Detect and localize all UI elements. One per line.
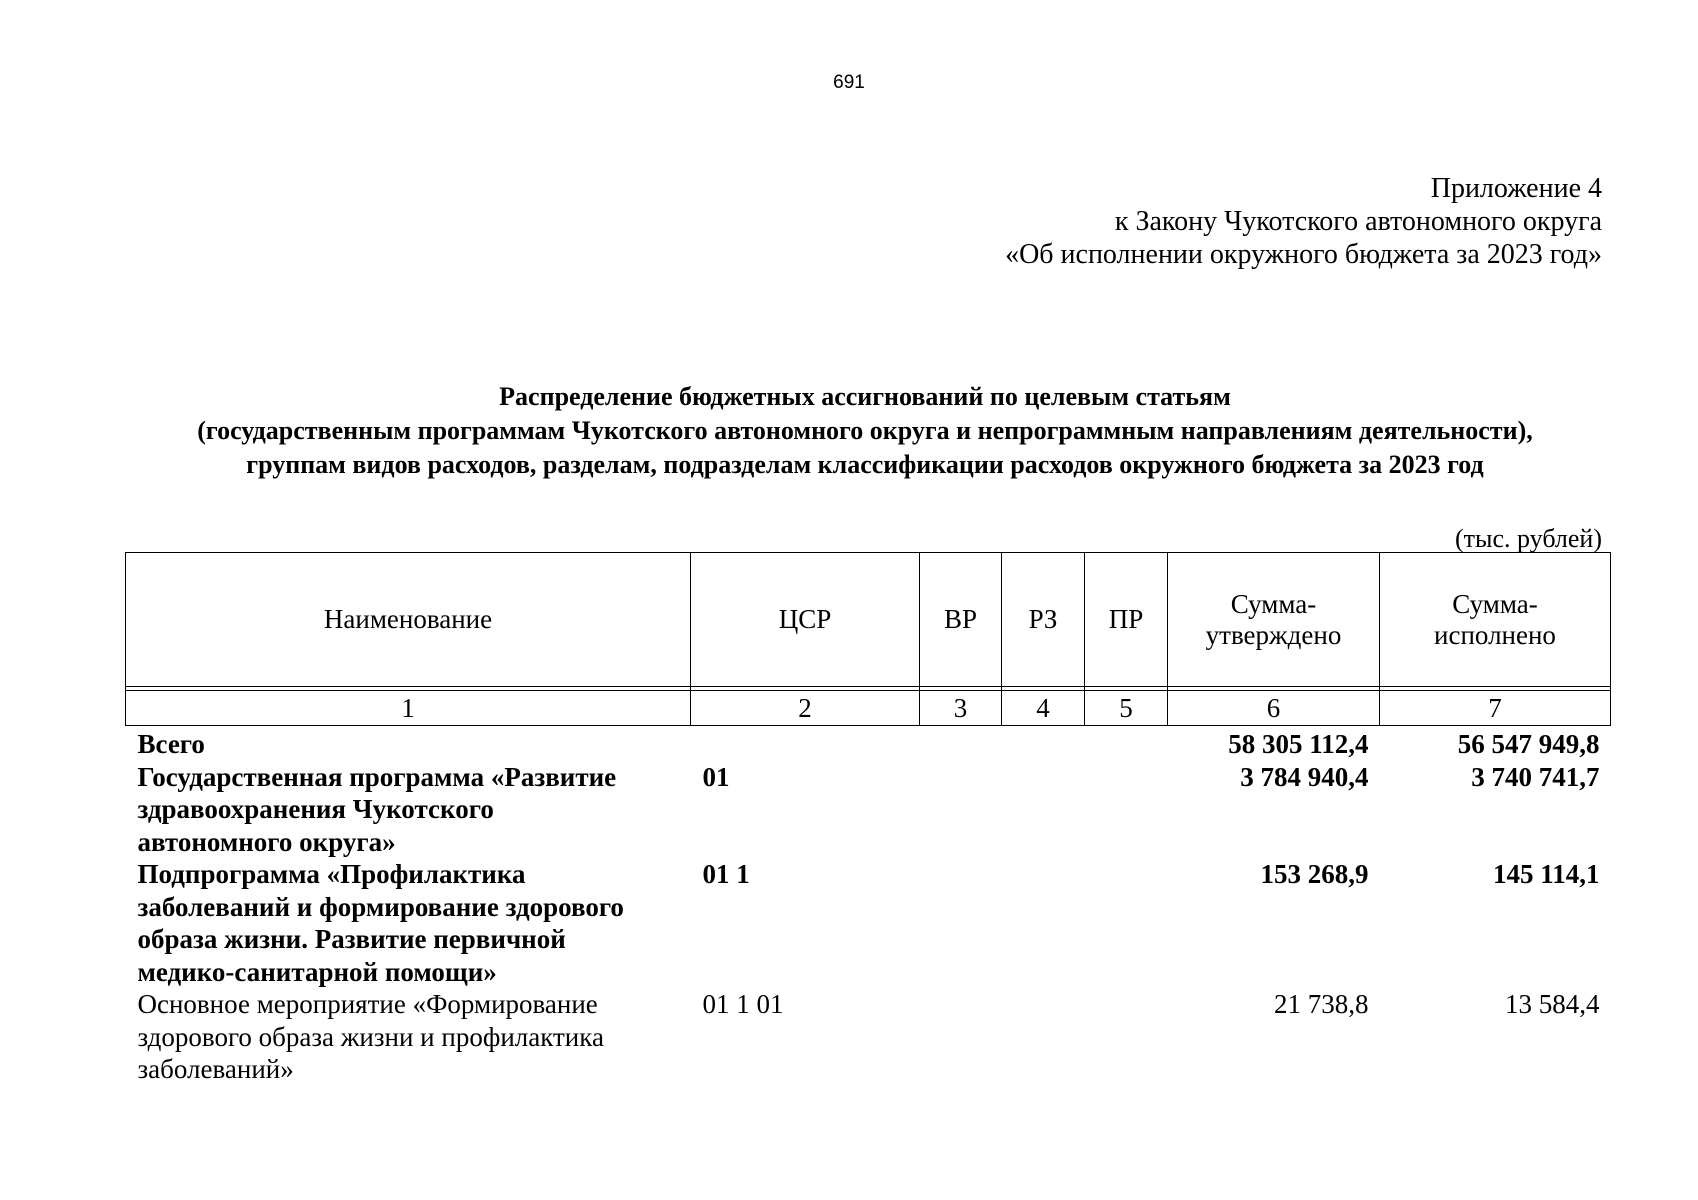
row-approved-amount: 3 784 940,4 bbox=[1240, 761, 1369, 792]
row-name bbox=[126, 726, 691, 761]
row-pr bbox=[1085, 761, 1168, 859]
column-number: 2 bbox=[691, 691, 920, 726]
table-row bbox=[126, 761, 1611, 859]
row-rz bbox=[1002, 858, 1085, 988]
row-name bbox=[126, 988, 691, 1086]
column-number: 4 bbox=[1002, 691, 1085, 726]
row-csr: 01 bbox=[702, 761, 730, 792]
row-executed-amount: 56 547 949,8 bbox=[1457, 729, 1600, 759]
row-name-line: Государственная программа «Развитие bbox=[137, 761, 617, 792]
row-name-line: образа жизни. Развитие первичной bbox=[137, 924, 566, 954]
header-executed-line-1: Сумма- bbox=[1452, 588, 1538, 619]
appendix-reference bbox=[1005, 172, 1602, 271]
row-vr bbox=[920, 858, 1002, 988]
table-row bbox=[126, 858, 1611, 988]
title-line-3: группам видов расходов, разделам, подразделам классификации расходов окружного бюджета за 2023 год bbox=[246, 450, 1484, 479]
appendix-line-2: к Закону Чукотского автономного округа bbox=[1114, 206, 1602, 237]
row-executed-amount: 3 740 741,7 bbox=[1471, 761, 1600, 792]
header-csr: ЦСР bbox=[691, 553, 920, 687]
row-name-line: здорового образа жизни и профилактика bbox=[137, 1021, 604, 1052]
row-vr bbox=[920, 726, 1002, 761]
column-number: 3 bbox=[920, 691, 1002, 726]
row-name-line: медико-санитарной помощи» bbox=[137, 956, 497, 987]
row-rz bbox=[1002, 726, 1085, 761]
row-rz bbox=[1002, 761, 1085, 859]
column-number: 6 bbox=[1168, 691, 1380, 726]
title-line-2: (государственным программам Чукотского автономного округа и непрограммным направлениям деятельности), bbox=[197, 416, 1533, 445]
table-row bbox=[126, 726, 1611, 761]
row-name-line: автономного округа» bbox=[137, 826, 396, 857]
header-rz: РЗ bbox=[1002, 553, 1085, 687]
row-approved-amount: 58 305 112,4 bbox=[1228, 729, 1369, 759]
row-vr bbox=[920, 761, 1002, 859]
header-approved-line-2: утверждено bbox=[1205, 619, 1342, 650]
header-executed bbox=[1380, 553, 1611, 687]
row-name-line: здравоохранения Чукотского bbox=[137, 794, 494, 824]
row-name bbox=[126, 858, 691, 988]
row-name-line: Основное мероприятие «Формирование bbox=[137, 989, 598, 1019]
header-approved bbox=[1168, 553, 1380, 687]
row-csr: 01 1 01 bbox=[702, 989, 784, 1019]
row-executed-amount: 145 114,1 bbox=[1492, 859, 1600, 889]
column-number: 1 bbox=[126, 691, 691, 726]
row-pr bbox=[1085, 988, 1168, 1086]
row-name-line: заболеваний и формирование здорового bbox=[137, 891, 624, 922]
column-number-row bbox=[126, 691, 1611, 726]
title-line-1: Распределение бюджетных ассигнований по целевым статьям bbox=[499, 382, 1231, 411]
row-name-line: Подпрограмма «Профилактика bbox=[137, 859, 526, 889]
row-executed-amount: 13 584,4 bbox=[1505, 989, 1600, 1019]
row-name-line: заболеваний» bbox=[137, 1054, 294, 1084]
header-name: Наименование bbox=[126, 553, 691, 687]
row-approved-amount: 21 738,8 bbox=[1274, 989, 1369, 1019]
row-rz bbox=[1002, 988, 1085, 1086]
table-body bbox=[126, 726, 1611, 1086]
page-number: 691 bbox=[833, 72, 865, 93]
row-vr bbox=[920, 988, 1002, 1086]
row-pr bbox=[1085, 726, 1168, 761]
table-row bbox=[126, 988, 1611, 1086]
row-approved-amount: 153 268,9 bbox=[1260, 859, 1369, 889]
appendix-line-1: Приложение 4 bbox=[1430, 173, 1602, 204]
header-vr: ВР bbox=[920, 553, 1002, 687]
header-executed-line-2: исполнено bbox=[1434, 619, 1556, 650]
row-csr bbox=[691, 726, 920, 761]
column-number: 5 bbox=[1085, 691, 1168, 726]
header-pr: ПР bbox=[1085, 553, 1168, 687]
header-approved-line-1: Сумма- bbox=[1230, 588, 1317, 619]
row-csr: 01 1 bbox=[702, 859, 750, 889]
column-number: 7 bbox=[1380, 691, 1611, 726]
appendix-line-3: «Об исполнении окружного бюджета за 2023 год» bbox=[1005, 239, 1602, 270]
table-header-row bbox=[126, 553, 1611, 687]
document-title bbox=[125, 380, 1605, 482]
row-pr bbox=[1085, 858, 1168, 988]
row-name bbox=[126, 761, 691, 859]
row-name-line: Всего bbox=[137, 729, 205, 759]
budget-table bbox=[125, 552, 1611, 1086]
units-label: (тыс. рублей) bbox=[1454, 524, 1602, 553]
